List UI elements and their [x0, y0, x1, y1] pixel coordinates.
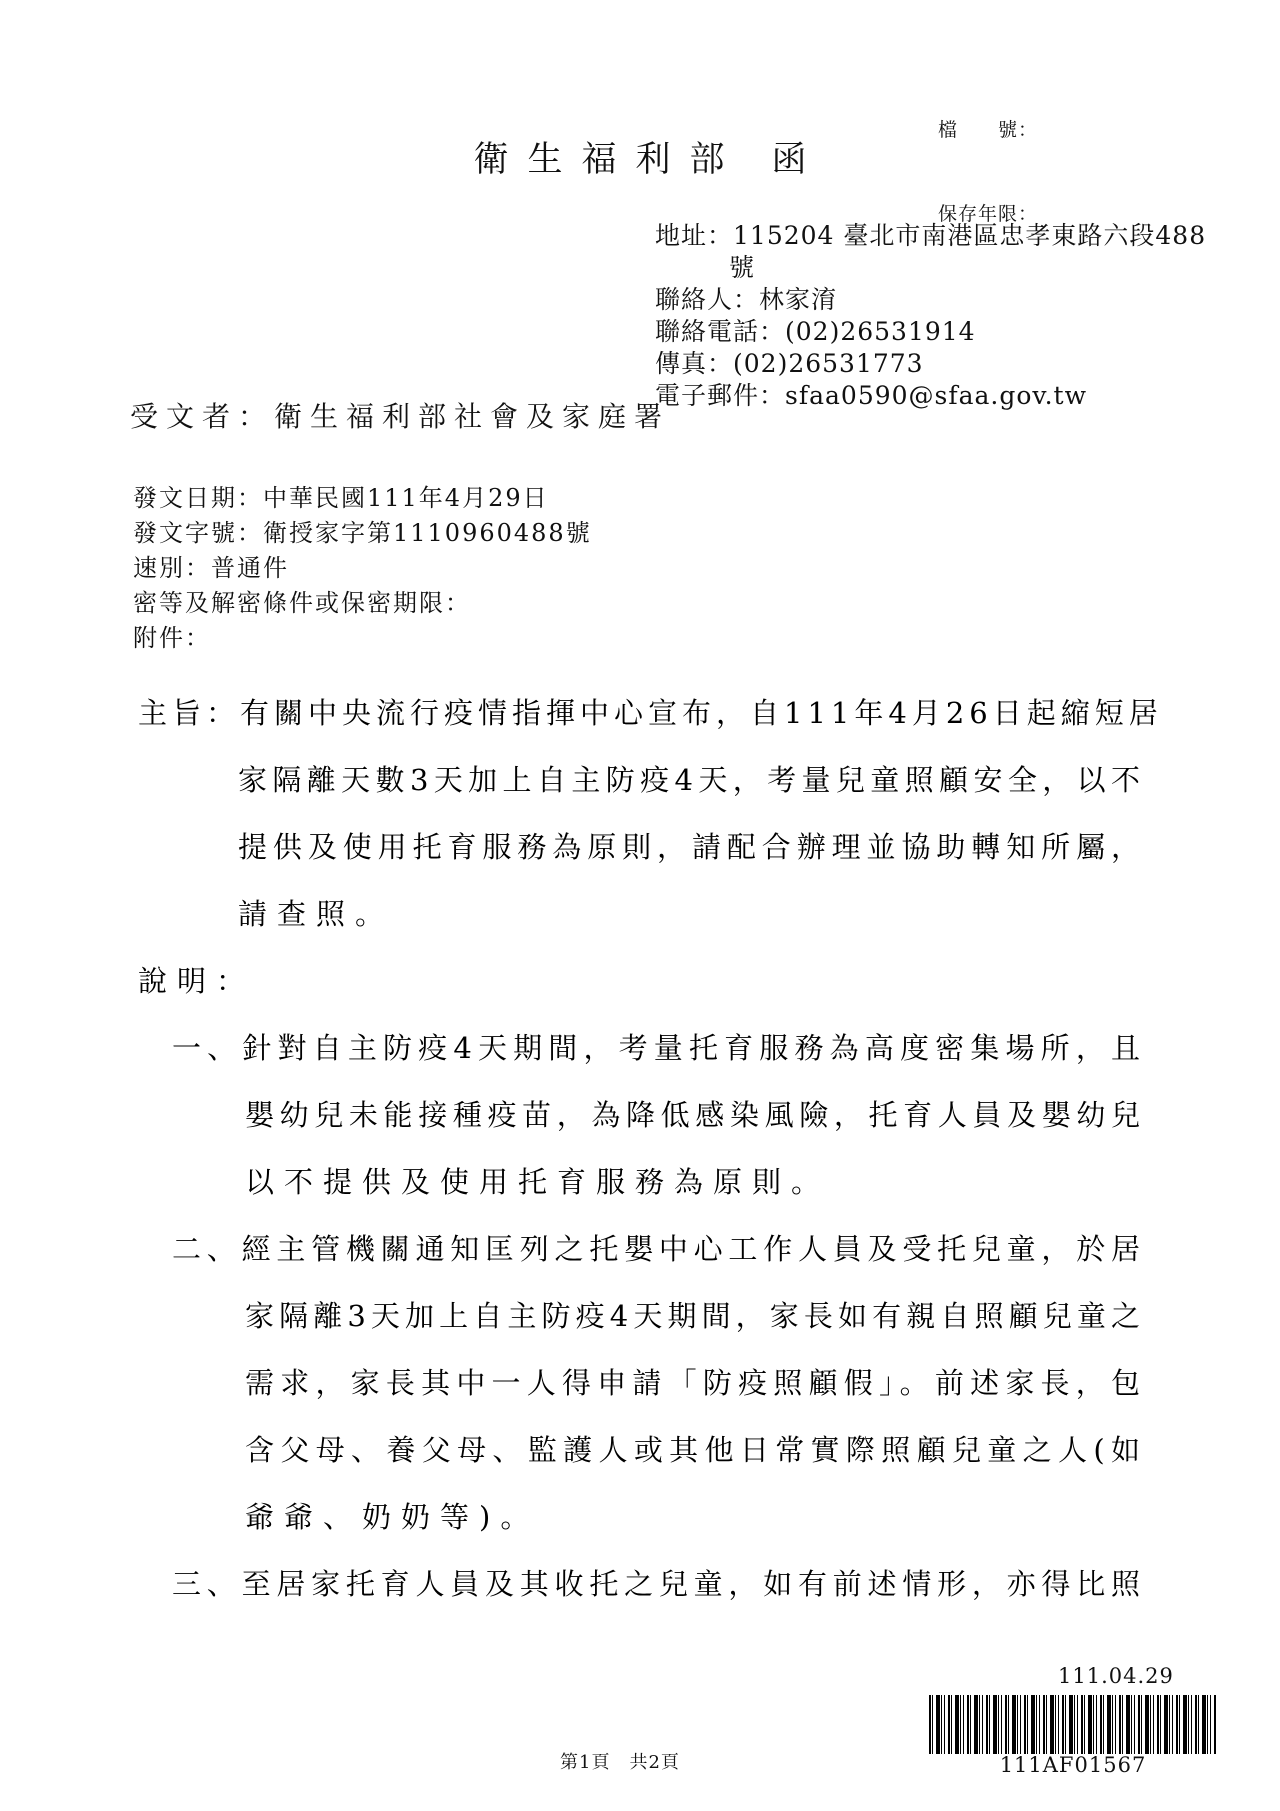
- subject-line: 請查照。: [238, 897, 395, 931]
- subject-label: 主旨：: [138, 696, 241, 730]
- doc-number-label: 發文字號：: [133, 519, 263, 547]
- stamp-date: 111.04.29: [1058, 1664, 1174, 1688]
- doc-date-row: [133, 481, 592, 516]
- sender-info-block: [655, 220, 1206, 412]
- speed-label: 速別：: [133, 554, 211, 582]
- recipient-label: 受文者：: [130, 400, 275, 433]
- explanation-item-line: 以不提供及使用托育服務為原則。: [245, 1165, 831, 1199]
- subject-text: 有關中央流行疫情指揮中心宣布，自111年4月26日起縮短居: [240, 696, 1163, 730]
- phone-row: [655, 316, 1206, 348]
- doc-type-label: 函: [771, 140, 807, 180]
- subject-line: 提供及使用托育服務為原則，請配合辦理並協助轉知所屬，: [238, 830, 1145, 864]
- explanation-item-line: 含父母、養父母、監護人或其他日常實際照顧兒童之人(如: [245, 1433, 1145, 1467]
- fax-value: (02)26531773: [733, 349, 924, 378]
- doc-number-value: 衛授家字第1110960488號: [263, 519, 592, 547]
- item-text: 針對自主防疫4天期間，考量托育服務為高度密集場所，且: [242, 1031, 1145, 1065]
- contact-value: 林家淯: [759, 285, 838, 314]
- document-title: [0, 138, 1280, 182]
- doc-date-label: 發文日期：: [133, 484, 263, 512]
- subject-line: [138, 695, 1163, 731]
- email-row: [655, 380, 1206, 412]
- security-row: 密等及解密條件或保密期限：: [133, 589, 471, 617]
- address-row: [655, 220, 1206, 252]
- email-label: 電子郵件：: [655, 381, 786, 410]
- issuing-org-name: 衛生福利部: [473, 140, 744, 180]
- doc-date-value: 中華民國111年4月29日: [263, 484, 549, 512]
- page-number-footer: 第1頁 共2頁: [560, 1752, 680, 1773]
- speed-value: 普通件: [211, 554, 289, 582]
- attachment-row: 附件：: [133, 624, 211, 652]
- item-number: 一、: [172, 1031, 243, 1065]
- item-number: 三、: [172, 1567, 242, 1601]
- explanation-item-line: [172, 1231, 1145, 1267]
- phone-label: 聯絡電話：: [655, 317, 786, 346]
- explanation-item-line: [172, 1566, 1145, 1602]
- explanation-heading: 說明：: [138, 964, 256, 998]
- barcode-image: [929, 1695, 1217, 1754]
- explanation-item-line: [172, 1030, 1145, 1066]
- email-value: sfaa0590@sfaa.gov.tw: [785, 381, 1087, 410]
- retention-row: 保存年限：: [938, 203, 1039, 225]
- recipient-row: [130, 400, 670, 434]
- item-number: 二、: [172, 1232, 242, 1266]
- subject-line: 家隔離天數3天加上自主防疫4天，考量兒童照顧安全，以不: [238, 763, 1145, 797]
- fax-row: [655, 348, 1206, 380]
- contact-row: [655, 284, 1206, 316]
- speed-row: [133, 551, 592, 586]
- barcode-text: 111AF01567: [999, 1753, 1147, 1777]
- address-wrap-row: 號: [729, 253, 756, 282]
- item-text: 至居家托育人員及其收托之兒童，如有前述情形，亦得比照: [241, 1567, 1145, 1601]
- explanation-item-line: 爺爺、奶奶等)。: [245, 1500, 540, 1534]
- address-label: 地址：: [655, 221, 734, 250]
- doc-number-row: [133, 516, 592, 551]
- explanation-item-line: 家隔離3天加上自主防疫4天期間，家長如有親自照顧兒童之: [245, 1299, 1145, 1333]
- item-text: 經主管機關通知匡列之托嬰中心工作人員及受托兒童，於居: [241, 1232, 1145, 1266]
- explanation-item-line: 需求，家長其中一人得申請「防疫照顧假」。前述家長，包: [245, 1366, 1145, 1400]
- file-number-row: 檔 號：: [938, 119, 1039, 141]
- doc-info-block: [133, 481, 592, 656]
- explanation-item-line: 嬰幼兒未能接種疫苗，為降低感染風險，托育人員及嬰幼兒: [245, 1098, 1145, 1132]
- contact-label: 聯絡人：: [655, 285, 760, 314]
- address-value: 115204 臺北市南港區忠孝東路六段488: [733, 221, 1207, 250]
- fax-label: 傳真：: [655, 349, 734, 378]
- phone-value: (02)26531914: [785, 317, 976, 346]
- recipient-value: 衛生福利部社會及家庭署: [274, 400, 671, 433]
